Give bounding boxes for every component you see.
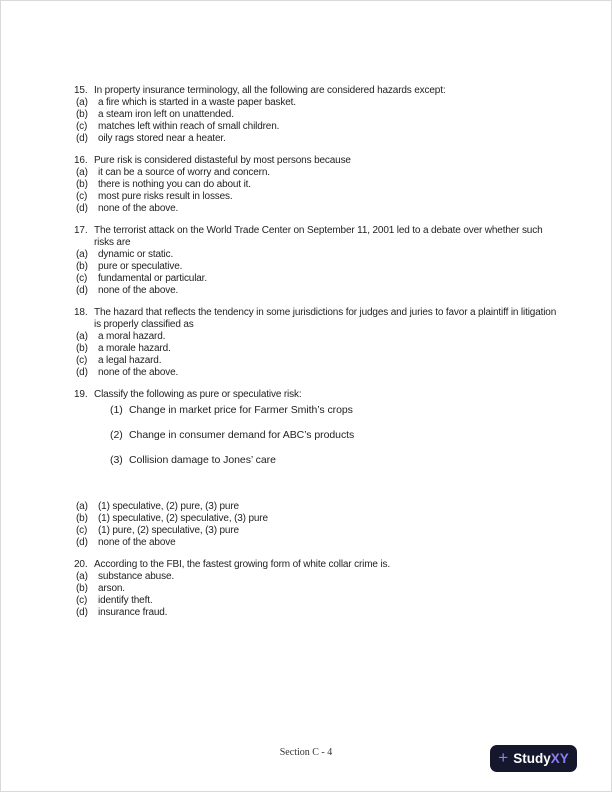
option-row [74,249,561,261]
option-row [74,191,561,203]
subitem-row [74,428,561,442]
question-17 [74,225,561,297]
option-row [74,595,561,607]
option-row [74,583,561,595]
option-label: (c) [76,355,88,366]
option-label: (a) [76,501,88,512]
option-label: (c) [76,595,88,606]
option-row [74,343,561,355]
option-label: (b) [76,513,88,524]
option-row [74,285,561,297]
subitem-row [74,403,561,417]
option-text: a fire which is started in a waste paper basket. [98,97,296,108]
question-20 [74,559,561,619]
option-row [74,261,561,273]
option-text: a moral hazard. [98,331,166,342]
question-text: In property insurance terminology, all the following are considered hazards except: [94,85,446,96]
option-row [74,331,561,343]
option-row [74,525,561,537]
option-row [74,501,561,513]
question-head [74,389,561,401]
question-text: The terrorist attack on the World Trade Center on September 11, 2001 led to a debate over whether such risks are [94,225,543,248]
option-text: most pure risks result in losses. [98,191,233,202]
option-label: (d) [76,133,88,144]
option-label: (d) [76,203,88,214]
option-text: a steam iron left on unattended. [98,109,234,120]
question-15 [74,85,561,145]
option-text: (1) speculative, (2) speculative, (3) pure [98,513,268,524]
question-number: 20. [74,559,88,570]
options-list [74,249,561,297]
option-text: (1) speculative, (2) pure, (3) pure [98,501,239,512]
option-row [74,179,561,191]
options-list [74,331,561,379]
option-text: none of the above. [98,285,179,296]
question-number: 17. [74,225,88,236]
option-label: (b) [76,343,88,354]
option-text: substance abuse. [98,571,174,582]
option-label: (a) [76,97,88,108]
option-row [74,167,561,179]
question-number: 15. [74,85,88,96]
question-16 [74,155,561,215]
option-label: (c) [76,121,88,132]
option-row [74,355,561,367]
option-text: none of the above. [98,203,179,214]
option-row [74,273,561,285]
option-label: (a) [76,571,88,582]
option-text: a legal hazard. [98,355,162,366]
option-label: (b) [76,583,88,594]
subitem-text: Change in consumer demand for ABC’s products [129,429,355,441]
subitem-label: (1) [110,404,123,416]
option-text: it can be a source of worry and concern. [98,167,270,178]
option-label: (a) [76,167,88,178]
option-row [74,537,561,549]
question-19 [74,389,561,549]
option-label: (d) [76,537,88,548]
subitem-row [74,453,561,467]
options-list [74,501,561,549]
question-head [74,85,561,97]
option-text: arson. [98,583,125,594]
question-head [74,307,561,331]
option-label: (a) [76,331,88,342]
question-text: The hazard that reflects the tendency in some jurisdictions for judges and juries to favor a plaintiff in litigation is properly classified as [94,307,557,330]
question-text: Classify the following as pure or speculative risk: [94,389,302,400]
option-row [74,133,561,145]
option-row [74,97,561,109]
option-text: pure or speculative. [98,261,183,272]
options-list [74,571,561,619]
question-number: 16. [74,155,88,166]
option-row [74,607,561,619]
question-number: 19. [74,389,88,400]
subitem-label: (3) [110,454,123,466]
option-text: identify theft. [98,595,153,606]
logo-wordmark [513,750,569,768]
option-row [74,513,561,525]
option-text: matches left within reach of small children. [98,121,280,132]
option-text: none of the above [98,537,176,548]
option-label: (d) [76,607,88,618]
options-list [74,167,561,215]
option-label: (c) [76,191,88,202]
logo-text-study: Study [513,750,551,766]
option-text: oily rags stored near a heater. [98,133,226,144]
options-list [74,97,561,145]
logo-text-xy: XY [550,750,569,766]
question-text: Pure risk is considered distasteful by most persons because [94,155,351,166]
subitem-text: Collision damage to Jones’ care [129,454,276,466]
option-text: (1) pure, (2) speculative, (3) pure [98,525,239,536]
option-row [74,109,561,121]
option-text: there is nothing you can do about it. [98,179,251,190]
question-number: 18. [74,307,88,318]
plus-icon: + [498,748,509,767]
option-label: (b) [76,261,88,272]
question-18 [74,307,561,379]
option-text: a morale hazard. [98,343,171,354]
page-footer-section-label: Section C - 4 [279,747,333,758]
option-label: (d) [76,285,88,296]
option-row [74,121,561,133]
option-label: (d) [76,367,88,378]
option-text: insurance fraud. [98,607,168,618]
option-text: fundamental or particular. [98,273,207,284]
question-head [74,559,561,571]
subitems-list [74,403,561,467]
option-row [74,203,561,215]
question-head [74,155,561,167]
option-label: (b) [76,109,88,120]
option-row [74,367,561,379]
studyxy-logo [490,745,577,772]
option-label: (c) [76,273,88,284]
question-text: According to the FBI, the fastest growing form of white collar crime is. [94,559,390,570]
option-text: none of the above. [98,367,179,378]
subitem-text: Change in market price for Farmer Smith’s crops [129,404,353,416]
option-text: dynamic or static. [98,249,174,260]
subitem-label: (2) [110,429,123,441]
option-label: (c) [76,525,88,536]
questions-list [74,85,561,629]
question-head [74,225,561,249]
option-label: (b) [76,179,88,190]
option-label: (a) [76,249,88,260]
option-row [74,571,561,583]
